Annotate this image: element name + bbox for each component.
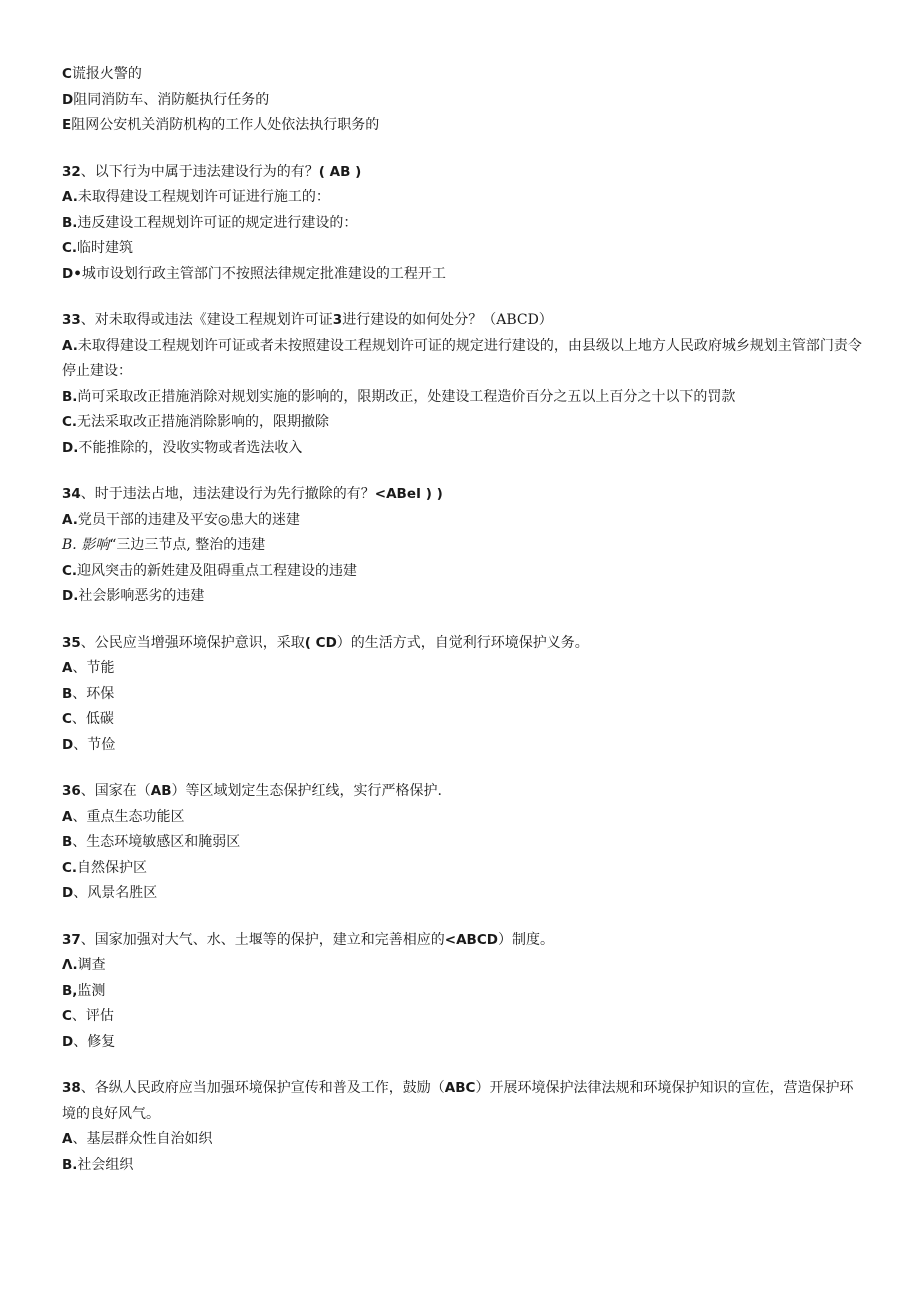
option-text: 城市设划行政主管部门不按照法律规定批准建设的工程开工: [81, 265, 446, 282]
question-block-q35: [62, 631, 862, 759]
option-line: [62, 707, 862, 733]
option-key: A.: [62, 511, 78, 528]
option-text: 尚可采取改正措施消除对规划实施的影响的，限期改正，处建设工程造价百分之五以上百分之十以下的罚款: [77, 388, 736, 405]
option-key: C: [62, 711, 72, 727]
option-text: 、基层群众性自治如织: [72, 1131, 213, 1147]
option-line: [62, 385, 862, 411]
option-text: 临时建筑: [77, 240, 134, 256]
question-separator: 、: [80, 312, 95, 328]
option-line: [62, 656, 862, 682]
option-text: 谎报火警的: [71, 66, 142, 82]
option-line: [62, 410, 862, 436]
question-stem: 国家在（: [94, 783, 151, 799]
option-line: [62, 262, 862, 288]
option-key: C.: [62, 414, 78, 430]
option-key: B,: [62, 982, 78, 999]
option-line: [62, 584, 862, 610]
question-block-q38: [62, 1076, 862, 1178]
question-separator: 、: [80, 1080, 95, 1096]
option-text: 自然保护区: [77, 859, 148, 876]
option-text: 、修复: [73, 1033, 116, 1050]
question-block-q33: [62, 308, 862, 461]
question-number: 35: [62, 634, 81, 651]
option-key: A: [62, 808, 73, 825]
option-line: [62, 211, 862, 237]
question-block-q31-tail: [62, 62, 862, 139]
option-key: B: [62, 834, 73, 850]
question-text: [62, 928, 862, 954]
option-text: 监测: [77, 982, 106, 999]
question-gap: [62, 758, 862, 779]
option-text: 、风景名胜区: [73, 885, 158, 901]
question-text: [62, 160, 862, 186]
question-block-q37: [62, 928, 862, 1056]
question-stem-tail: ）制度。: [497, 931, 554, 948]
option-text: 未取得建设工程规划许可证进行施工的：: [77, 189, 330, 205]
question-stem: 对未取得或违法《建设工程规划许可证: [94, 312, 333, 328]
option-line: [62, 559, 862, 585]
option-line: [62, 88, 862, 114]
option-line: [62, 733, 862, 759]
option-key: C: [62, 1008, 72, 1024]
answer-key: AB: [150, 783, 172, 799]
option-key: C.: [62, 562, 78, 579]
option-key: B.: [62, 388, 78, 405]
question-gap: [62, 287, 862, 308]
option-text: 、评估: [71, 1008, 114, 1024]
question-number: 32: [62, 163, 81, 180]
question-separator: 、: [80, 486, 95, 502]
option-key: A.: [62, 189, 78, 205]
question-separator: 、: [80, 931, 95, 948]
question-stem: 公民应当增强环境保护意识，采取: [94, 634, 305, 651]
option-line: [62, 533, 862, 559]
option-key: A.: [62, 337, 78, 354]
question-gap: [62, 1055, 862, 1076]
option-line: [62, 185, 862, 211]
question-block-q36: [62, 779, 862, 907]
option-text: 社会组织: [77, 1156, 134, 1173]
option-key: C: [62, 66, 72, 82]
option-key: D: [62, 91, 74, 108]
option-text: 违反建设工程规划许可证的规定进行建设的：: [77, 214, 358, 231]
option-line: [62, 1127, 862, 1153]
question-stem-tail: ）的生活方式，自觉利行环境保护义务。: [336, 634, 589, 651]
option-line: [62, 682, 862, 708]
option-text: 、节能: [72, 660, 115, 676]
question-block-q34: [62, 482, 862, 610]
option-line: [62, 334, 862, 385]
question-stem-tail: ）等区域划定生态保护红线，实行严格保护.: [171, 783, 442, 799]
question-gap: [62, 610, 862, 631]
option-line: [62, 1030, 862, 1056]
option-text: 社会影响恶劣的违建: [78, 588, 205, 604]
option-line: [62, 1004, 862, 1030]
question-text: [62, 1076, 862, 1127]
question-number: 37: [62, 931, 81, 948]
option-text: 党员干部的违建及平安◎患大的迷建: [77, 511, 301, 528]
option-text: 调查: [77, 957, 106, 973]
option-line: [62, 830, 862, 856]
answer-key: <ABeI ) ): [374, 486, 443, 502]
option-line: [62, 236, 862, 262]
question-stem-tail: ）开展环境保护法律法规和环境保护知识的宣佐，营造保护环境的良好风气。: [62, 1080, 854, 1122]
option-key: D: [62, 885, 74, 901]
option-line: [62, 881, 862, 907]
option-text: 、环保: [72, 685, 115, 702]
question-gap: [62, 907, 862, 928]
question-gap: [62, 139, 862, 160]
option-key: Λ.: [62, 957, 78, 973]
option-line: [62, 805, 862, 831]
option-line: [62, 1153, 862, 1179]
question-text: [62, 631, 862, 657]
question-text: [62, 308, 862, 334]
question-number: 33: [62, 312, 81, 328]
option-text: 、重点生态功能区: [72, 808, 185, 825]
option-key: B.: [62, 214, 78, 231]
option-key: D•: [62, 265, 82, 282]
option-text: 、生态环境敏感区和腌弱区: [72, 834, 241, 850]
option-key: B.: [62, 1156, 78, 1173]
option-key: A: [62, 1131, 73, 1147]
option-text: 、节俭: [73, 736, 116, 753]
option-text: 、低碳: [71, 711, 114, 727]
question-stem: 时于违法占地，违法建设行为先行撤除的有？: [94, 486, 375, 502]
question-stem: 以下行为中属于违法建设行为的有？: [94, 163, 319, 180]
option-text: “三边三节点, 整治的违建: [109, 537, 266, 553]
option-line: [62, 62, 862, 88]
option-line: [62, 953, 862, 979]
option-text: 不能推除的，没收实物或者选法收入: [78, 439, 303, 456]
document-page: [62, 62, 862, 1178]
option-key: D: [62, 736, 74, 753]
question-stem: 国家加强对大气、水、土堰等的保护，建立和完善相应的: [94, 931, 445, 948]
question-text: [62, 482, 862, 508]
option-text: 阻同消防车、消防艇执行任务的: [73, 91, 270, 108]
option-text: 未取得建设工程规划许可证或者未按照建设工程规划许可证的规定进行建设的，由县级以上地方人民政府城乡规划主管部门责令停止建设：: [62, 337, 862, 379]
answer-key: ( CD: [304, 634, 337, 651]
option-key: C.: [62, 859, 78, 876]
question-stem-tail: 进行建设的如何处分？（ABCD）: [342, 312, 553, 328]
option-key: B: [62, 685, 73, 702]
question-separator: 、: [80, 634, 95, 651]
option-line: [62, 436, 862, 462]
question-stem: 各纵人民政府应当加强环境保护宣传和普及工作，鼓励（: [94, 1080, 445, 1096]
answer-key: ( AB ): [318, 163, 362, 180]
option-key: D: [62, 1033, 74, 1050]
option-key: D.: [62, 439, 79, 456]
option-key: D.: [62, 588, 79, 604]
question-separator: 、: [80, 783, 95, 799]
option-line: [62, 508, 862, 534]
option-line: [62, 979, 862, 1005]
question-text: [62, 779, 862, 805]
question-block-q32: [62, 160, 862, 288]
question-gap: [62, 461, 862, 482]
question-number: 36: [62, 783, 81, 799]
option-key: E: [62, 117, 72, 133]
option-key: C.: [62, 240, 78, 256]
question-number: 34: [62, 486, 81, 502]
question-separator: 、: [80, 163, 95, 180]
answer-key: <ABCD: [444, 931, 498, 948]
answer-key: 3: [332, 312, 343, 328]
option-text: 迎风突击的新姓建及阻碍重点工程建设的违建: [77, 562, 358, 579]
option-text: 阻网公安机关消防机构的工作人处依法执行职务的: [71, 117, 380, 133]
option-line: [62, 856, 862, 882]
answer-key: ABC: [444, 1080, 476, 1096]
option-text: 无法采取改正措施消除影响的，限期撤除: [77, 414, 330, 430]
option-key: A: [62, 660, 73, 676]
option-key: B. 影响: [62, 537, 110, 553]
option-line: [62, 113, 862, 139]
question-number: 38: [62, 1080, 81, 1096]
